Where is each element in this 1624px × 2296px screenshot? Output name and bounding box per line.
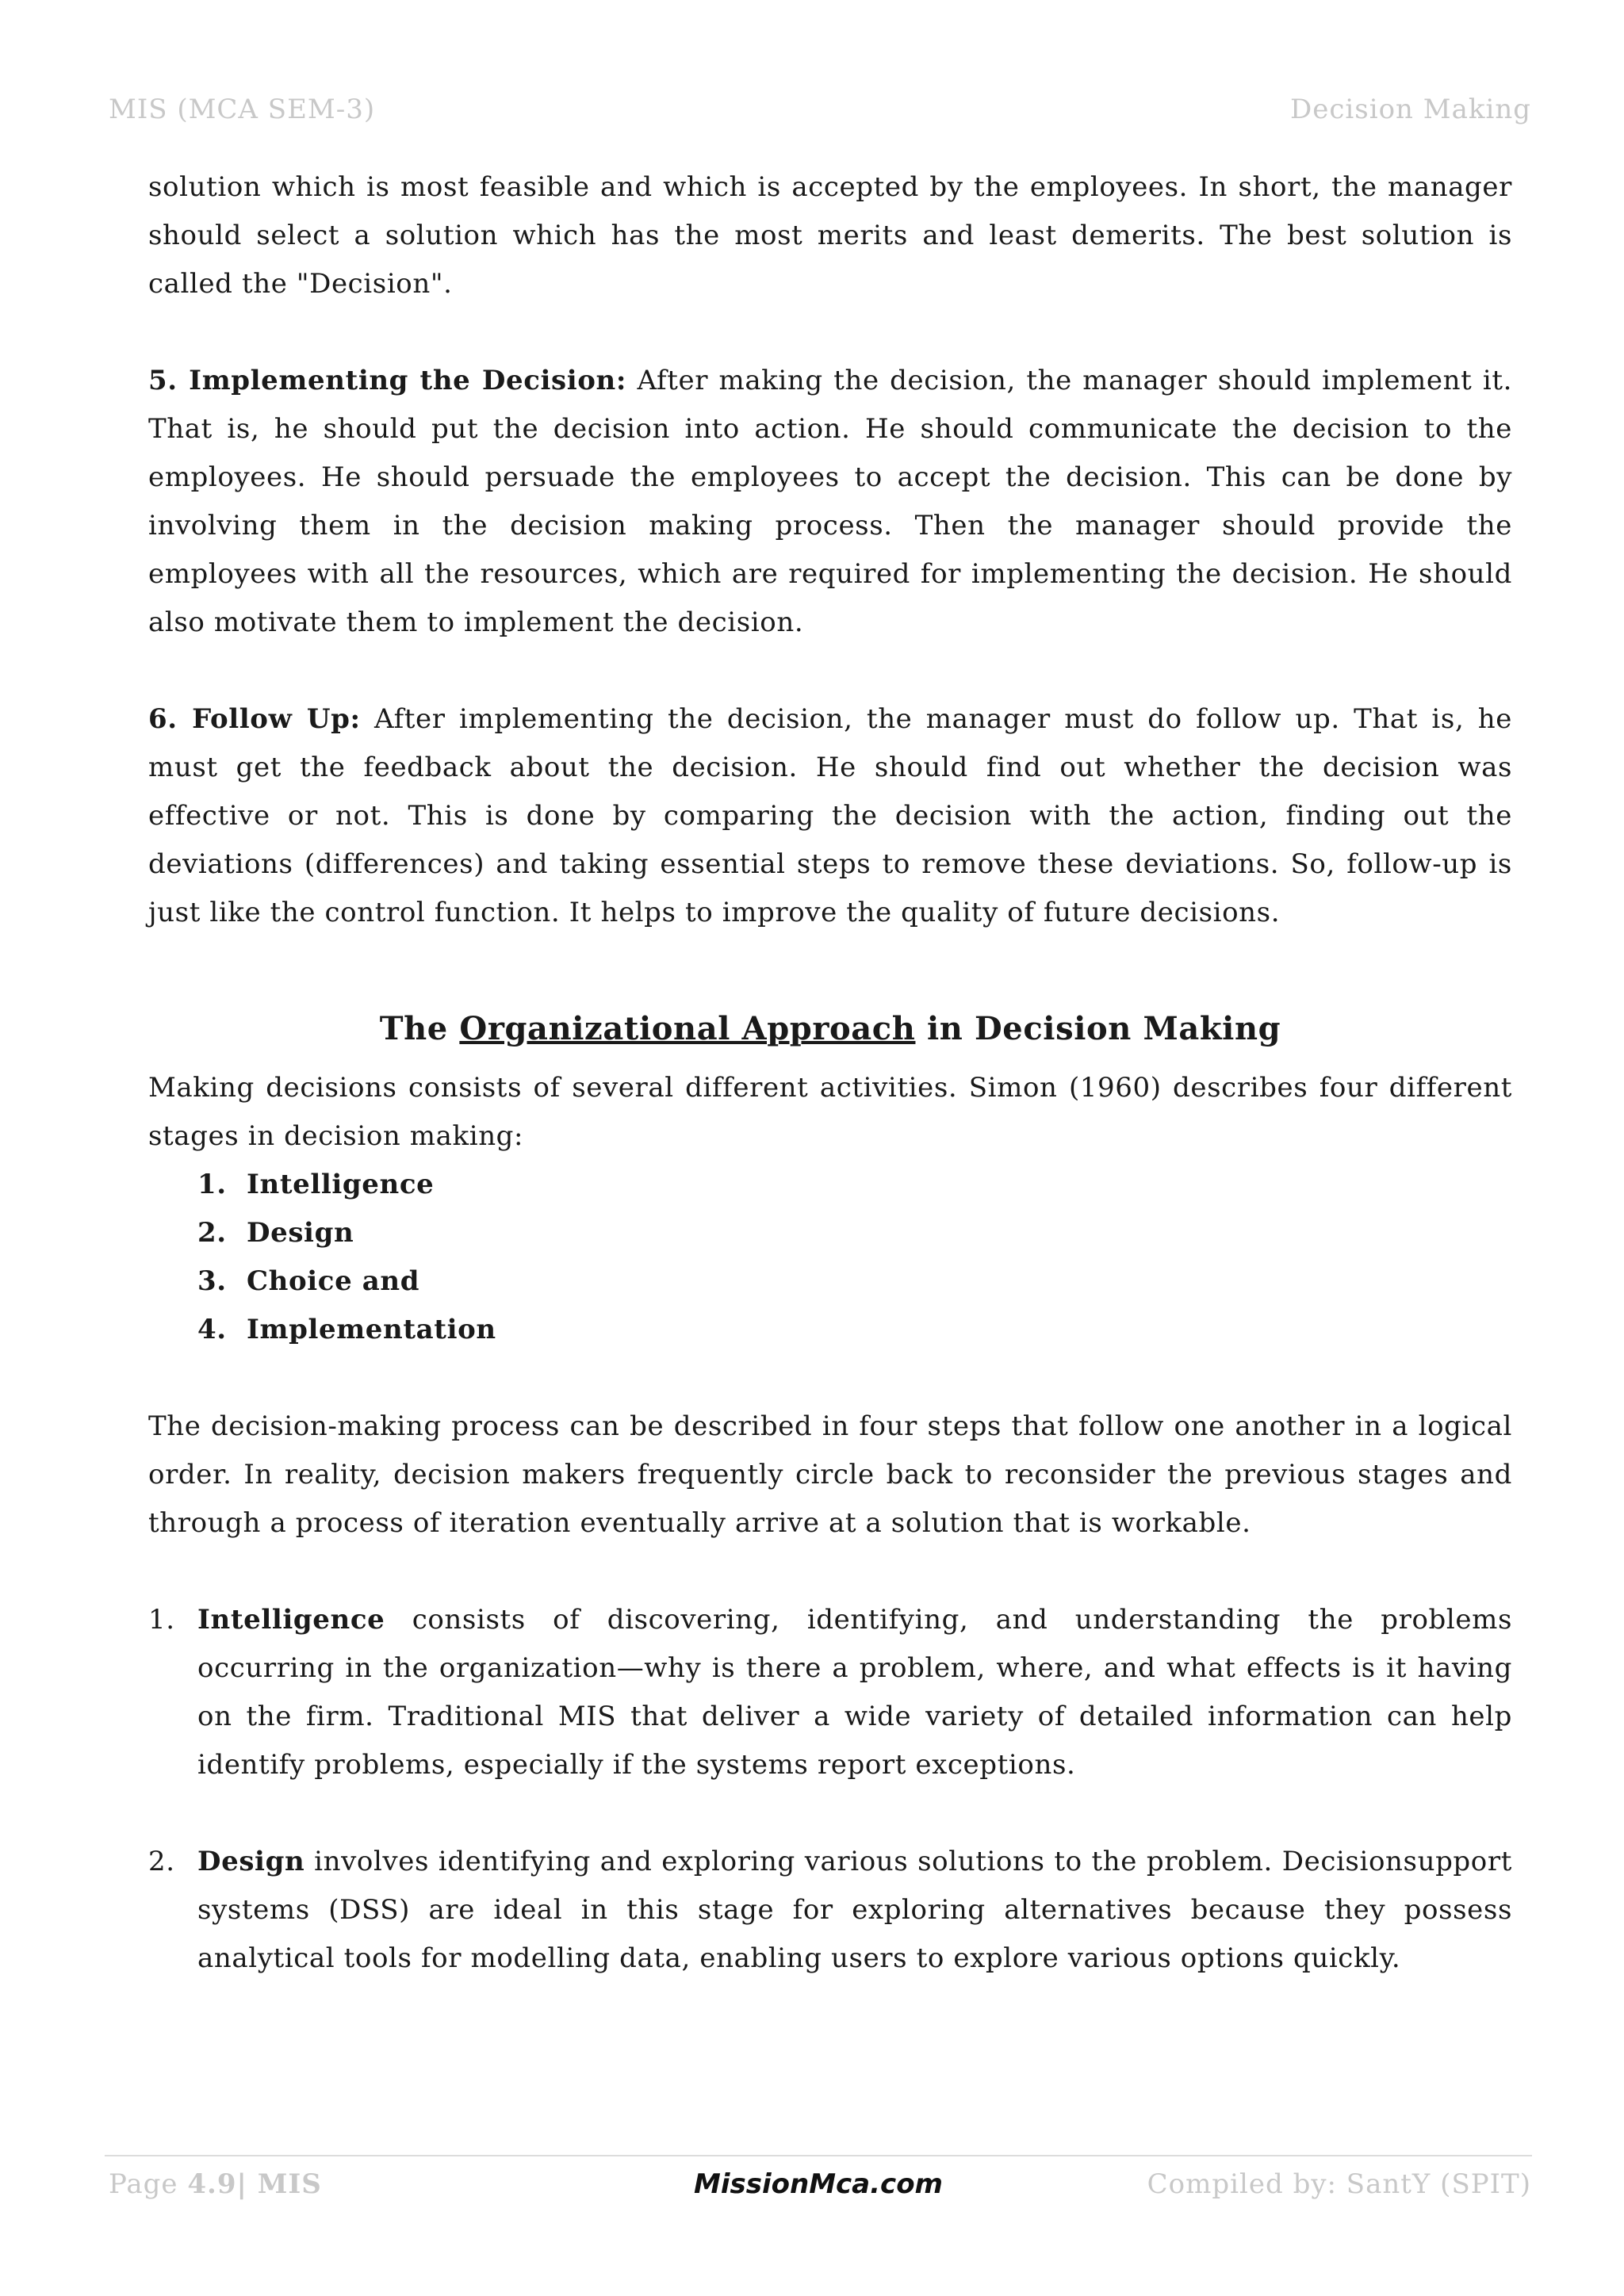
spacer bbox=[148, 1789, 1512, 1838]
stage-description-item: 2. Design involves identifying and exploring various solutions to the problem. Decisionsupport systems (DSS) are ideal in this stage for exploring alternatives because they possess analytical tools for modelling data, enabling users to explore various options quickly. bbox=[148, 1846, 1512, 1974]
footer-page: Page 4.9| MIS bbox=[109, 2168, 322, 2200]
step5-title: 5. Implementing the Decision: bbox=[148, 365, 627, 396]
page-number: 4.9 bbox=[187, 2168, 237, 2200]
stage-description-list bbox=[148, 1596, 1512, 1983]
section-heading bbox=[148, 1004, 1512, 1054]
stage-item: 4. Implementation bbox=[197, 1314, 496, 1345]
stages-list bbox=[148, 1161, 1512, 1354]
heading-suffix: in Decision Making bbox=[915, 1010, 1281, 1047]
stage-item: 2. Design bbox=[197, 1217, 354, 1249]
stage-item: 3. Choice and bbox=[197, 1265, 420, 1297]
stage-description-item: 1. Intelligence consists of discovering, identifying, and understanding the problems occurring in the organization—why is there a problem, where, and what effects is it having on the firm. Traditional MIS that deliver a wide variety of detailed information can help identify problems, especially if the systems report exceptions. bbox=[148, 1604, 1512, 1781]
section-intro: Making decisions consists of several different activities. Simon (1960) describes four different stages in decision making: bbox=[148, 1072, 1512, 1152]
stage-term: Intelligence bbox=[197, 1604, 385, 1636]
site-logo: MissionMca.com bbox=[694, 2168, 943, 2200]
process-paragraph: The decision-making process can be described in four steps that follow one another in a logical order. In reality, decision makers frequently circle back to reconsider the previous stages and through a process of iteration eventually arrive at a solution that is workable. bbox=[148, 1410, 1512, 1539]
step5-paragraph bbox=[148, 357, 1512, 647]
header-topic: Decision Making bbox=[1289, 94, 1531, 125]
intro-continuation-paragraph: solution which is most feasible and which is accepted by the employees. In short, the manager should select a solution which has the most merits and least demerits. The best solution is called the "Decision". bbox=[148, 171, 1512, 300]
page-body bbox=[148, 163, 1512, 1983]
step6-paragraph bbox=[148, 695, 1512, 937]
step5-text: After making the decision, the manager should implement it. That is, he should put the decision into action. He should communicate the decision to the employees. He should persuade the employees to accept the decision. This can be done by involving them in the decision making process. Then the manager should provide the employees with all the resources, which are required for implementing the decision. He should also motivate them to implement the decision. bbox=[148, 365, 1512, 638]
step6-text: After implementing the decision, the manager must do follow up. That is, he must get the feedback about the decision. He should find out whether the decision was effective or not. This is done by comparing the decision with the action, finding out the deviations (differences) and taking essential steps to remove these deviations. So, follow-up is just like the control function. It helps to improve the quality of future decisions. bbox=[148, 703, 1512, 928]
page-subject: | MIS bbox=[236, 2168, 322, 2200]
stage-term: Design bbox=[197, 1846, 305, 1877]
footer-divider bbox=[105, 2155, 1532, 2156]
step6-title: 6. Follow Up: bbox=[148, 703, 361, 735]
footer-compiler: Compiled by: SantY (SPIT) bbox=[1147, 2168, 1531, 2200]
header-course: MIS (MCA SEM-3) bbox=[109, 94, 376, 125]
heading-prefix: The bbox=[379, 1010, 460, 1047]
stage-item: 1. Intelligence bbox=[197, 1169, 435, 1200]
heading-underlined: Organizational Approach bbox=[459, 1010, 916, 1047]
